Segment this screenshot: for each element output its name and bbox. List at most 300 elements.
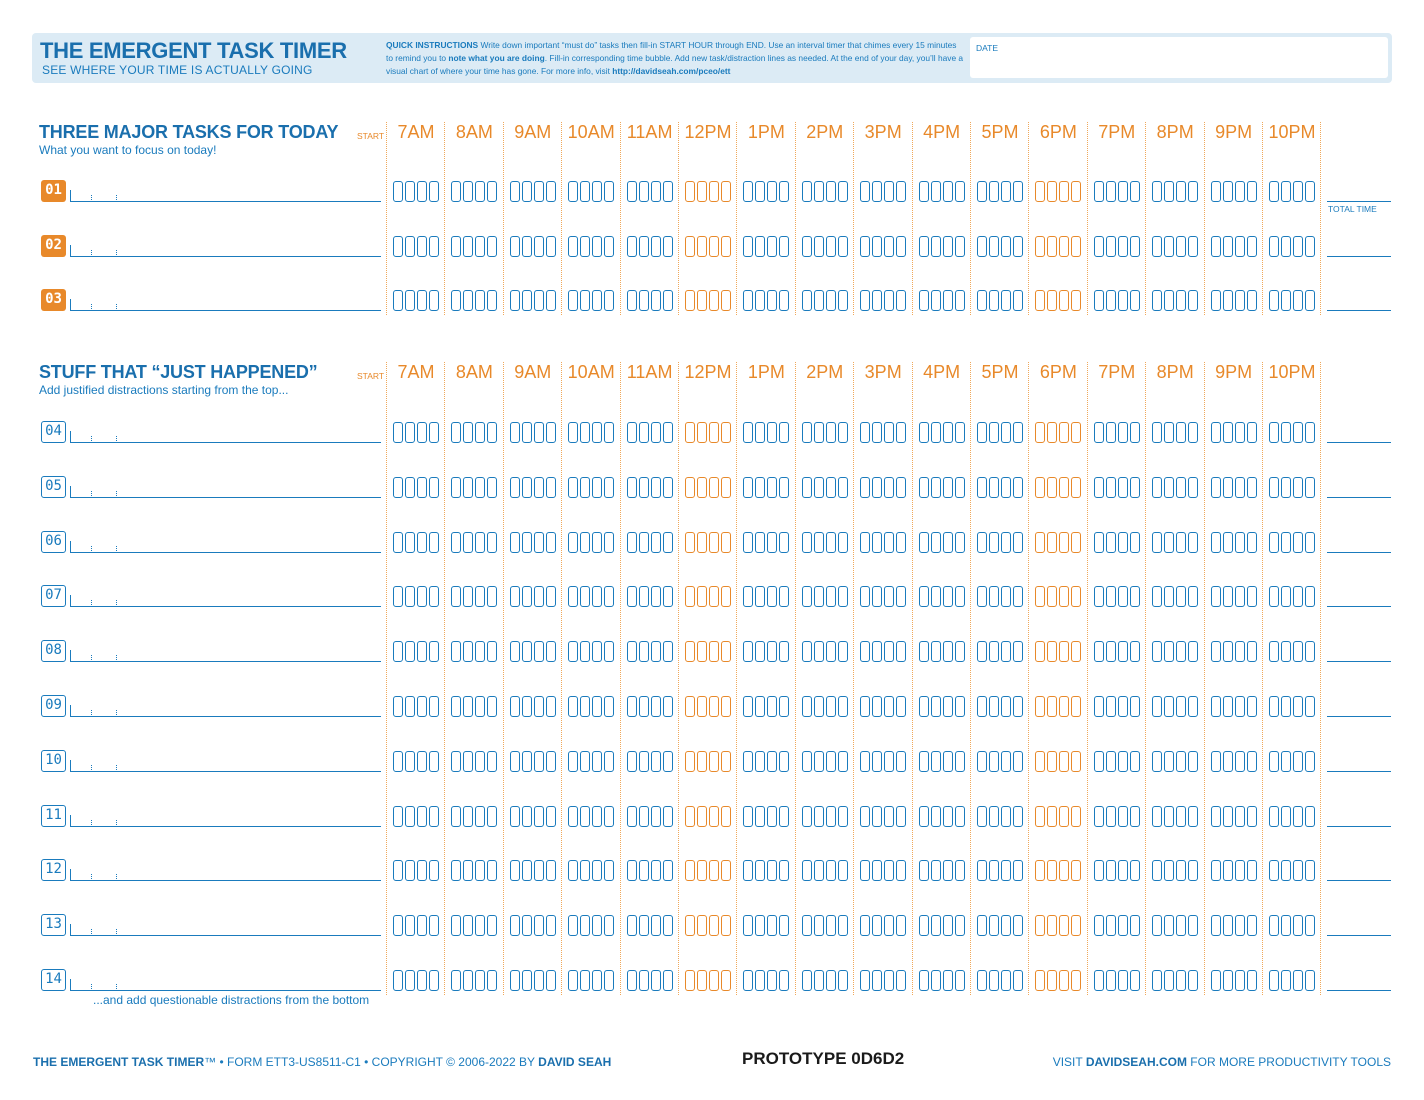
time-bubble[interactable] [814,477,824,498]
time-bubble[interactable] [1176,970,1186,991]
time-bubble[interactable] [1059,586,1069,607]
time-bubble[interactable] [1235,290,1245,311]
time-bubble[interactable] [451,532,461,553]
time-bubble[interactable] [451,806,461,827]
time-bubble[interactable] [884,641,894,662]
time-bubble[interactable] [568,860,578,881]
time-bubble[interactable] [931,806,941,827]
time-bubble[interactable] [546,586,556,607]
time-bubble[interactable] [814,586,824,607]
time-bubble[interactable] [475,860,485,881]
time-bubble[interactable] [405,181,415,202]
time-bubble[interactable] [955,696,965,717]
time-bubble[interactable] [522,641,532,662]
time-bubble[interactable] [592,751,602,772]
time-bubble[interactable] [1305,696,1315,717]
time-bubble[interactable] [1094,915,1104,936]
time-bubble[interactable] [1188,477,1198,498]
time-bubble[interactable] [1269,860,1279,881]
time-bubble[interactable] [919,586,929,607]
time-bubble[interactable] [451,751,461,772]
time-bubble[interactable] [1013,532,1023,553]
time-bubble[interactable] [1130,236,1140,257]
time-bubble[interactable] [896,236,906,257]
time-bubble[interactable] [826,860,836,881]
time-bubble[interactable] [510,970,520,991]
time-bubble[interactable] [1176,641,1186,662]
time-bubble[interactable] [1247,422,1257,443]
time-bubble[interactable] [663,532,673,553]
time-bubble[interactable] [546,422,556,443]
time-bubble[interactable] [510,477,520,498]
time-bubble[interactable] [1269,806,1279,827]
time-bubble[interactable] [1013,641,1023,662]
time-bubble[interactable] [1059,751,1069,772]
time-bubble[interactable] [1035,751,1045,772]
time-bubble[interactable] [1176,806,1186,827]
time-bubble[interactable] [639,422,649,443]
time-bubble[interactable] [510,641,520,662]
time-bubble[interactable] [568,236,578,257]
time-bubble[interactable] [1001,181,1011,202]
time-bubble[interactable] [884,422,894,443]
time-bubble[interactable] [639,970,649,991]
time-bubble[interactable] [1223,860,1233,881]
time-bubble[interactable] [814,290,824,311]
time-bubble[interactable] [1001,696,1011,717]
time-bubble[interactable] [721,236,731,257]
time-bubble[interactable] [651,236,661,257]
time-bubble[interactable] [1269,290,1279,311]
task-name-line[interactable] [70,869,381,881]
time-bubble[interactable] [1293,696,1303,717]
time-bubble[interactable] [896,641,906,662]
time-bubble[interactable] [429,422,439,443]
time-bubble[interactable] [919,970,929,991]
time-bubble[interactable] [393,860,403,881]
time-bubble[interactable] [487,860,497,881]
time-bubble[interactable] [919,641,929,662]
time-bubble[interactable] [1247,915,1257,936]
time-bubble[interactable] [546,236,556,257]
time-bubble[interactable] [663,236,673,257]
time-bubble[interactable] [1130,970,1140,991]
time-bubble[interactable] [1176,915,1186,936]
time-bubble[interactable] [779,696,789,717]
time-bubble[interactable] [860,236,870,257]
time-bubble[interactable] [685,586,695,607]
time-bubble[interactable] [1223,586,1233,607]
time-bubble[interactable] [1094,860,1104,881]
time-bubble[interactable] [1118,641,1128,662]
time-bubble[interactable] [1164,915,1174,936]
total-time-line[interactable] [1327,826,1391,827]
time-bubble[interactable] [1235,751,1245,772]
time-bubble[interactable] [802,290,812,311]
time-bubble[interactable] [721,915,731,936]
time-bubble[interactable] [1223,915,1233,936]
time-bubble[interactable] [475,970,485,991]
time-bubble[interactable] [1188,696,1198,717]
time-bubble[interactable] [487,970,497,991]
time-bubble[interactable] [1247,970,1257,991]
time-bubble[interactable] [1305,236,1315,257]
time-bubble[interactable] [1106,290,1116,311]
time-bubble[interactable] [1188,751,1198,772]
time-bubble[interactable] [1071,696,1081,717]
time-bubble[interactable] [1164,477,1174,498]
time-bubble[interactable] [1293,751,1303,772]
time-bubble[interactable] [534,586,544,607]
time-bubble[interactable] [1071,290,1081,311]
time-bubble[interactable] [1013,477,1023,498]
time-bubble[interactable] [709,477,719,498]
time-bubble[interactable] [1035,477,1045,498]
time-bubble[interactable] [860,751,870,772]
time-bubble[interactable] [429,181,439,202]
time-bubble[interactable] [568,532,578,553]
time-bubble[interactable] [721,532,731,553]
time-bubble[interactable] [510,586,520,607]
time-bubble[interactable] [1001,915,1011,936]
time-bubble[interactable] [943,290,953,311]
time-bubble[interactable] [685,915,695,936]
time-bubble[interactable] [685,970,695,991]
time-bubble[interactable] [1001,236,1011,257]
task-name-line[interactable] [70,979,381,991]
time-bubble[interactable] [393,290,403,311]
time-bubble[interactable] [546,860,556,881]
time-bubble[interactable] [393,181,403,202]
time-bubble[interactable] [802,806,812,827]
time-bubble[interactable] [743,586,753,607]
time-bubble[interactable] [1094,641,1104,662]
time-bubble[interactable] [1281,477,1291,498]
time-bubble[interactable] [1047,970,1057,991]
time-bubble[interactable] [1001,641,1011,662]
time-bubble[interactable] [743,696,753,717]
time-bubble[interactable] [955,422,965,443]
time-bubble[interactable] [1188,641,1198,662]
time-bubble[interactable] [463,236,473,257]
time-bubble[interactable] [651,751,661,772]
time-bubble[interactable] [1094,290,1104,311]
time-bubble[interactable] [1094,696,1104,717]
time-bubble[interactable] [1106,860,1116,881]
total-time-line[interactable] [1327,442,1391,443]
time-bubble[interactable] [522,751,532,772]
time-bubble[interactable] [393,970,403,991]
time-bubble[interactable] [417,806,427,827]
time-bubble[interactable] [709,806,719,827]
time-bubble[interactable] [417,751,427,772]
time-bubble[interactable] [1188,970,1198,991]
time-bubble[interactable] [627,290,637,311]
time-bubble[interactable] [475,696,485,717]
time-bubble[interactable] [663,586,673,607]
time-bubble[interactable] [604,915,614,936]
time-bubble[interactable] [721,970,731,991]
time-bubble[interactable] [802,181,812,202]
time-bubble[interactable] [802,696,812,717]
time-bubble[interactable] [1035,290,1045,311]
time-bubble[interactable] [872,290,882,311]
time-bubble[interactable] [1047,860,1057,881]
total-time-line[interactable] [1327,771,1391,772]
time-bubble[interactable] [1152,806,1162,827]
time-bubble[interactable] [1152,181,1162,202]
time-bubble[interactable] [943,586,953,607]
time-bubble[interactable] [604,641,614,662]
time-bubble[interactable] [1013,236,1023,257]
time-bubble[interactable] [534,970,544,991]
time-bubble[interactable] [1305,181,1315,202]
time-bubble[interactable] [697,477,707,498]
time-bubble[interactable] [1305,586,1315,607]
time-bubble[interactable] [838,236,848,257]
time-bubble[interactable] [767,860,777,881]
time-bubble[interactable] [779,970,789,991]
time-bubble[interactable] [663,806,673,827]
time-bubble[interactable] [429,970,439,991]
time-bubble[interactable] [802,477,812,498]
time-bubble[interactable] [1211,477,1221,498]
time-bubble[interactable] [1035,236,1045,257]
time-bubble[interactable] [1188,532,1198,553]
time-bubble[interactable] [919,181,929,202]
time-bubble[interactable] [697,181,707,202]
time-bubble[interactable] [1235,806,1245,827]
time-bubble[interactable] [1118,806,1128,827]
time-bubble[interactable] [743,236,753,257]
time-bubble[interactable] [826,422,836,443]
time-bubble[interactable] [405,915,415,936]
time-bubble[interactable] [429,860,439,881]
time-bubble[interactable] [1164,970,1174,991]
time-bubble[interactable] [663,477,673,498]
time-bubble[interactable] [1071,970,1081,991]
time-bubble[interactable] [1047,915,1057,936]
time-bubble[interactable] [860,477,870,498]
time-bubble[interactable] [1152,422,1162,443]
time-bubble[interactable] [919,290,929,311]
time-bubble[interactable] [931,696,941,717]
time-bubble[interactable] [627,970,637,991]
time-bubble[interactable] [1152,696,1162,717]
task-name-line[interactable] [70,760,381,772]
time-bubble[interactable] [580,860,590,881]
time-bubble[interactable] [546,290,556,311]
time-bubble[interactable] [475,477,485,498]
time-bubble[interactable] [1106,586,1116,607]
time-bubble[interactable] [639,915,649,936]
time-bubble[interactable] [1071,236,1081,257]
time-bubble[interactable] [639,751,649,772]
time-bubble[interactable] [1001,970,1011,991]
time-bubble[interactable] [463,477,473,498]
time-bubble[interactable] [838,586,848,607]
time-bubble[interactable] [697,970,707,991]
time-bubble[interactable] [1059,477,1069,498]
time-bubble[interactable] [1223,290,1233,311]
time-bubble[interactable] [580,806,590,827]
time-bubble[interactable] [510,236,520,257]
time-bubble[interactable] [709,290,719,311]
task-name-line[interactable] [70,486,381,498]
time-bubble[interactable] [510,532,520,553]
total-time-line[interactable] [1327,661,1391,662]
time-bubble[interactable] [931,751,941,772]
time-bubble[interactable] [627,915,637,936]
time-bubble[interactable] [546,532,556,553]
time-bubble[interactable] [463,915,473,936]
time-bubble[interactable] [1152,586,1162,607]
time-bubble[interactable] [838,970,848,991]
time-bubble[interactable] [1035,641,1045,662]
time-bubble[interactable] [1281,751,1291,772]
time-bubble[interactable] [826,806,836,827]
time-bubble[interactable] [580,290,590,311]
time-bubble[interactable] [931,236,941,257]
time-bubble[interactable] [639,532,649,553]
time-bubble[interactable] [826,236,836,257]
total-time-line[interactable] [1327,552,1391,553]
time-bubble[interactable] [931,477,941,498]
time-bubble[interactable] [522,477,532,498]
time-bubble[interactable] [1094,181,1104,202]
time-bubble[interactable] [896,860,906,881]
time-bubble[interactable] [522,806,532,827]
time-bubble[interactable] [697,806,707,827]
time-bubble[interactable] [721,290,731,311]
time-bubble[interactable] [977,290,987,311]
time-bubble[interactable] [1223,751,1233,772]
time-bubble[interactable] [1305,290,1315,311]
time-bubble[interactable] [884,586,894,607]
time-bubble[interactable] [429,586,439,607]
time-bubble[interactable] [685,422,695,443]
time-bubble[interactable] [639,860,649,881]
time-bubble[interactable] [651,532,661,553]
time-bubble[interactable] [1188,290,1198,311]
time-bubble[interactable] [405,290,415,311]
time-bubble[interactable] [451,970,461,991]
time-bubble[interactable] [1106,477,1116,498]
time-bubble[interactable] [721,696,731,717]
time-bubble[interactable] [779,915,789,936]
time-bubble[interactable] [872,477,882,498]
time-bubble[interactable] [604,477,614,498]
time-bubble[interactable] [1152,477,1162,498]
time-bubble[interactable] [393,641,403,662]
time-bubble[interactable] [522,290,532,311]
time-bubble[interactable] [826,915,836,936]
time-bubble[interactable] [919,236,929,257]
time-bubble[interactable] [627,181,637,202]
time-bubble[interactable] [1293,860,1303,881]
time-bubble[interactable] [463,970,473,991]
time-bubble[interactable] [1293,422,1303,443]
time-bubble[interactable] [989,586,999,607]
task-name-line[interactable] [70,245,381,257]
time-bubble[interactable] [592,477,602,498]
time-bubble[interactable] [393,915,403,936]
time-bubble[interactable] [989,696,999,717]
time-bubble[interactable] [417,970,427,991]
time-bubble[interactable] [651,586,661,607]
time-bubble[interactable] [1305,806,1315,827]
time-bubble[interactable] [1152,970,1162,991]
time-bubble[interactable] [1164,806,1174,827]
time-bubble[interactable] [872,181,882,202]
time-bubble[interactable] [405,586,415,607]
time-bubble[interactable] [955,586,965,607]
time-bubble[interactable] [627,236,637,257]
time-bubble[interactable] [546,806,556,827]
time-bubble[interactable] [1094,970,1104,991]
time-bubble[interactable] [838,915,848,936]
time-bubble[interactable] [522,181,532,202]
time-bubble[interactable] [1118,696,1128,717]
time-bubble[interactable] [767,422,777,443]
time-bubble[interactable] [779,806,789,827]
time-bubble[interactable] [919,806,929,827]
time-bubble[interactable] [943,477,953,498]
time-bubble[interactable] [1071,915,1081,936]
time-bubble[interactable] [522,586,532,607]
time-bubble[interactable] [1223,477,1233,498]
time-bubble[interactable] [534,806,544,827]
time-bubble[interactable] [826,181,836,202]
time-bubble[interactable] [1269,586,1279,607]
time-bubble[interactable] [1281,586,1291,607]
time-bubble[interactable] [1094,751,1104,772]
time-bubble[interactable] [487,915,497,936]
time-bubble[interactable] [1013,806,1023,827]
time-bubble[interactable] [417,586,427,607]
time-bubble[interactable] [463,181,473,202]
time-bubble[interactable] [685,806,695,827]
time-bubble[interactable] [534,290,544,311]
total-time-line[interactable] [1327,716,1391,717]
time-bubble[interactable] [510,181,520,202]
time-bubble[interactable] [709,696,719,717]
instructions-link[interactable]: http://davidseah.com/pceo/ett [612,66,731,76]
time-bubble[interactable] [709,422,719,443]
time-bubble[interactable] [943,422,953,443]
time-bubble[interactable] [475,236,485,257]
time-bubble[interactable] [405,806,415,827]
time-bubble[interactable] [534,641,544,662]
time-bubble[interactable] [1281,181,1291,202]
time-bubble[interactable] [1013,970,1023,991]
time-bubble[interactable] [522,532,532,553]
time-bubble[interactable] [838,422,848,443]
time-bubble[interactable] [860,290,870,311]
time-bubble[interactable] [779,751,789,772]
time-bubble[interactable] [580,970,590,991]
time-bubble[interactable] [627,422,637,443]
time-bubble[interactable] [943,641,953,662]
time-bubble[interactable] [955,477,965,498]
time-bubble[interactable] [1035,422,1045,443]
time-bubble[interactable] [709,586,719,607]
time-bubble[interactable] [743,641,753,662]
time-bubble[interactable] [826,532,836,553]
time-bubble[interactable] [1247,477,1257,498]
time-bubble[interactable] [989,641,999,662]
time-bubble[interactable] [1106,532,1116,553]
